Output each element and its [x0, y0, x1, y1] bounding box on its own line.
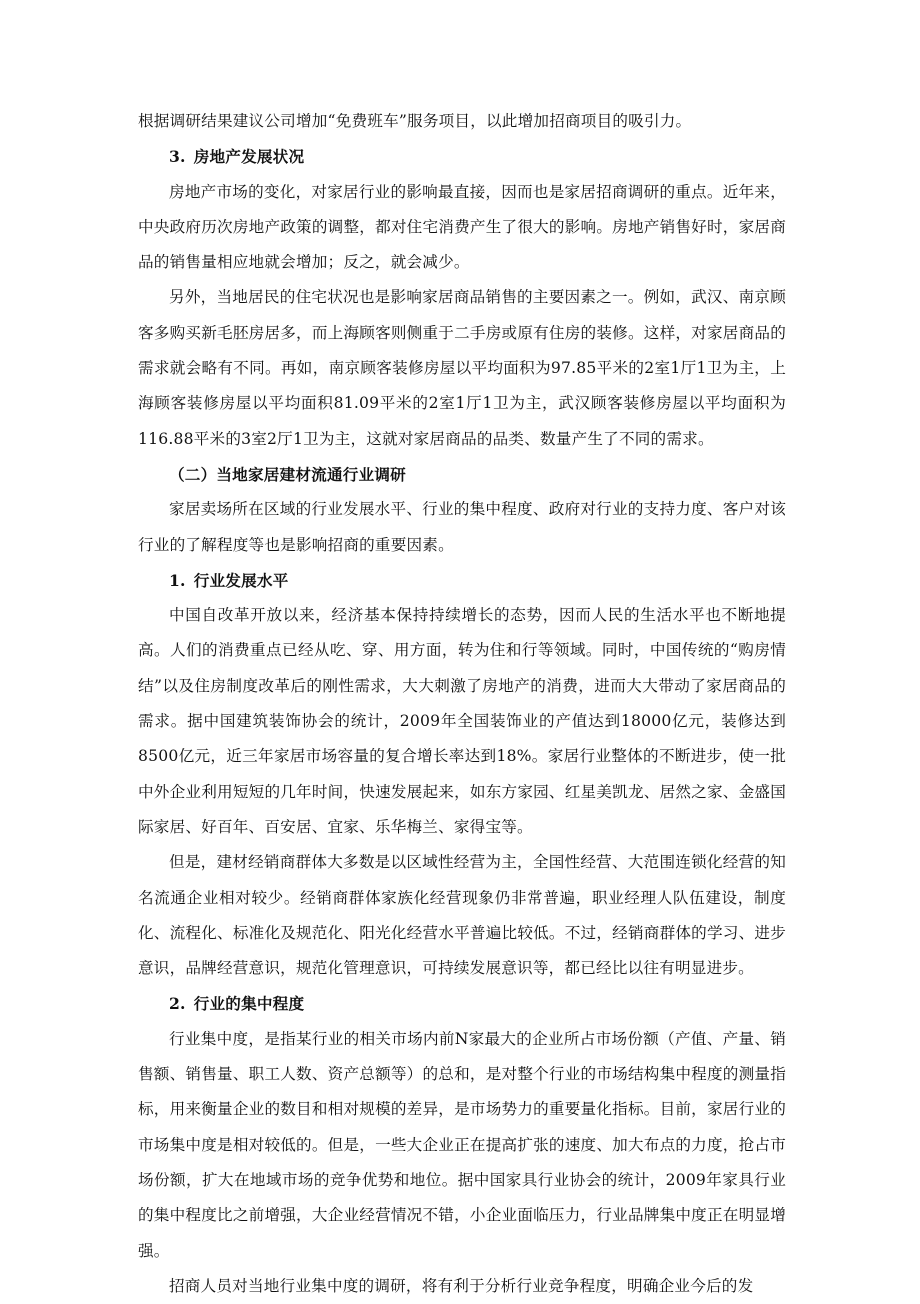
- section-heading: [138, 986, 786, 1021]
- paragraph: 行业集中度，是指某行业的相关市场内前N家最大的企业所占市场份额（产值、产量、销售额、销售量、职工人数、资产总额等）的总和，是对整个行业的市场结构集中程度的测量指标，用来衡量企业的数目和相对规模的差异，是市场势力的重要量化指标。目前，家居行业的市场集中度是相对较低的。但是，一些大企业正在提高扩张的速度、加大布点的力度，抢占市场份额，扩大在地域市场的竞争优势和地位。据中国家具行业协会的统计，2009年家具行业的集中程度比之前增强，大企业经营情况不错，小企业面临压力，行业品牌集中度正在明显增强。: [138, 1029, 786, 1260]
- paragraph: 房地产市场的变化，对家居行业的影响最直接，因而也是家居招商调研的重点。近年来，中央政府历次房地产政策的调整，都对住宅消费产生了很大的影响。房地产销售好时，家居商品的销售量相应地就会增加；反之，就会减少。: [138, 182, 786, 272]
- paragraph: 招商人员对当地行业集中度的调研，将有利于分析行业竞争程度，明确企业今后的发: [169, 1276, 754, 1295]
- section-heading: [138, 457, 786, 492]
- section-heading: [138, 563, 786, 598]
- section-heading: [138, 139, 786, 174]
- heading-number: 3.: [169, 147, 186, 167]
- heading-text: （二）当地家居建材流通行业调研: [169, 464, 406, 484]
- paragraph: 家居卖场所在区域的行业发展水平、行业的集中程度、政府对行业的支持力度、客户对该行业的了解程度等也是影响招商的重要因素。: [138, 500, 786, 554]
- heading-text: 行业发展水平: [193, 570, 289, 590]
- paragraph: 另外，当地居民的住宅状况也是影响家居商品销售的主要因素之一。例如，武汉、南京顾客多购买新毛胚房居多，而上海顾客则侧重于二手房或原有住房的装修。这样，对家居商品的需求就会略有不同。再如，南京顾客装修房屋以平均面积为97.85平米的2室1厅1卫为主，上海顾客装修房屋以平均面积81.09平米的2室1厅1卫为主，武汉顾客装修房屋以平均面积为116.88平米的3室2厅1卫为主，这就对家居商品的品类、数量产生了不同的需求。: [138, 288, 786, 448]
- paragraph: 但是，建材经销商群体大多数是以区域性经营为主，全国性经营、大范围连锁化经营的知名流通企业相对较少。经销商群体家族化经营现象仍非常普遍，职业经理人队伍建设，制度化、流程化、标准化及规范化、阳光化经营水平普遍比较低。不过，经销商群体的学习、进步意识，品牌经营意识，规范化管理意识，可持续发展意识等，都已经比以往有明显进步。: [138, 853, 786, 978]
- heading-number: 2.: [169, 994, 186, 1014]
- document-body: [138, 104, 786, 1304]
- heading-text: 房地产发展状况: [193, 147, 305, 167]
- heading-text: 行业的集中程度: [193, 994, 305, 1014]
- paragraph: 根据调研结果建议公司增加“免费班车”服务项目，以此增加招商项目的吸引力。: [138, 112, 692, 130]
- heading-number: 1.: [169, 570, 186, 590]
- paragraph: 中国自改革开放以来，经济基本保持持续增长的态势，因而人民的生活水平也不断地提高。人们的消费重点已经从吃、穿、用方面，转为住和行等领域。同时，中国传统的“购房情结”以及住房制度改革后的刚性需求，大大刺激了房地产的消费，进而大大带动了家居商品的需求。据中国建筑装饰协会的统计，2009年全国装饰业的产值达到18000亿元，装修达到8500亿元，近三年家居市场容量的复合增长率达到18%。家居行业整体的不断进步，使一批中外企业利用短短的几年时间，快速发展起来，如东方家园、红星美凯龙、居然之家、金盛国际家居、好百年、百安居、宜家、乐华梅兰、家得宝等。: [138, 606, 786, 836]
